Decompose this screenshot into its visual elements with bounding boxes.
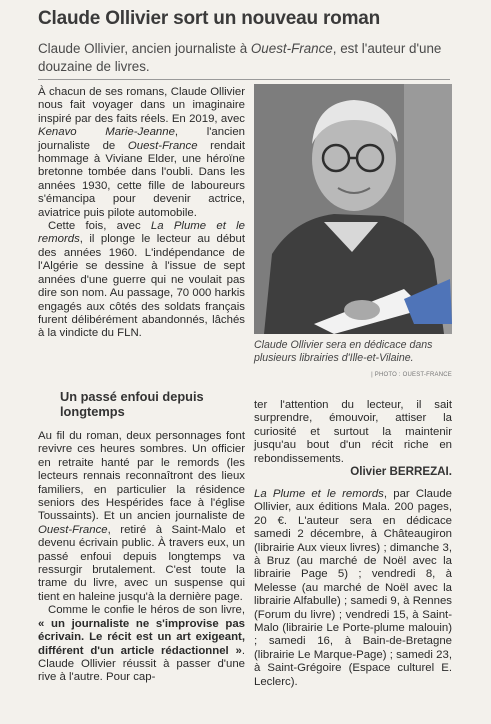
subheading: Un passé enfoui depuis longtemps: [60, 389, 204, 419]
chapeau: Claude Ollivier, ancien journaliste à Ouest-France, est l'auteur d'une douzaine de livres.: [38, 41, 442, 74]
photo-caption: Claude Ollivier sera en dédicace dans plusieurs librairies d'Ille-et-Vilaine.: [254, 339, 433, 364]
article-column-2: [254, 399, 452, 466]
book-info-text: La Plume et le remords, par Claude Ollivier, aux éditions Mala. 200 pages, 20 €. L'auteur sera en dédicace samedi 2 décembre, à Châteaugiron (librairie Aux vieux livres) ; dimanche 3, à Bruz (au marché de Noël avec la librairie Page 5) ; vendredi 8, à Melesse (au marché de Noël avec la librairie Alfabulle) ; samedi 9, à Rennes (Forum du livre) ; vendredi 15, à Saint-Malo (librairie Le Porte-plume malouin) ; samedi 16, à Bain-de-Bretagne (librairie Le Marque-Page) ; samedi 23, à Saint-Grégoire (Espace culturel E. Leclerc).: [254, 488, 452, 688]
divider: [38, 79, 450, 80]
paragraph-characters: Au fil du roman, deux personnages font revivre ces heures sombres. Un officier en retraite hanté par le remords (les lecteurs rennais reconnaîtront des lieux familiers, en particulier la résidence seniors des Hespérides face à l'église Toussaints). Et un ancien journaliste de Ouest-France, retiré à Saint-Malo et devenu écrivain public. À travers eux, un passé enfoui depuis longtemps va ressurgir brutalement. C'est toute la trame du livre, avec un suspense qui tient en haleine jusqu'à la dernière page.: [38, 430, 245, 603]
book-info: [254, 488, 452, 689]
paragraph-algeria: Cette fois, avec La Plume et le remords, il plonge le lecteur au début des années 1960. L'indépendance de l'Algérie se dessine à l'issue de sept années d'une guerre qui ne voulait pas dire son nom. Au passage, 70 000 harkis engagés aux côtés des soldats français furent délibérément abandonnés, lâchés à la vindicte du FLN.: [38, 220, 245, 340]
photo-credit: | PHOTO : OUEST-FRANCE: [371, 372, 452, 378]
author-photo: [254, 84, 452, 334]
article-column-3: [38, 430, 245, 685]
article-column-1: [38, 86, 245, 341]
author-signature: Olivier BERREZAI.: [350, 465, 452, 478]
paragraph-quote: Comme le confie le héros de son livre, « un journaliste ne s'improvise pas écrivain. Le récit est un art exigeant, différent d'un article rédactionnel ». Claude Ollivier réussit à passer d'une rive à l'autre. Pour cap-: [38, 604, 245, 684]
headline: Claude Ollivier sort un nouveau roman: [38, 8, 381, 29]
paragraph-continuation: ter l'attention du lecteur, il sait surprendre, émouvoir, attiser la curiosité et surtout la maintenir jusqu'au bout d'un récit riche en rebondissements.: [254, 399, 452, 465]
paragraph-intro: À chacun de ses romans, Claude Ollivier nous fait voyager dans un imaginaire inspiré par des faits réels. En 2019, avec Kenavo Marie-Jeanne, l'ancien journaliste de Ouest-France rendait hommage à Viviane Elder, une héroïne bretonne tombée dans l'oubli. Dans les années 1930, cette fille de laboureurs s'émancipa pour devenir actrice, aviatrice puis pilote automobile.: [38, 86, 246, 219]
